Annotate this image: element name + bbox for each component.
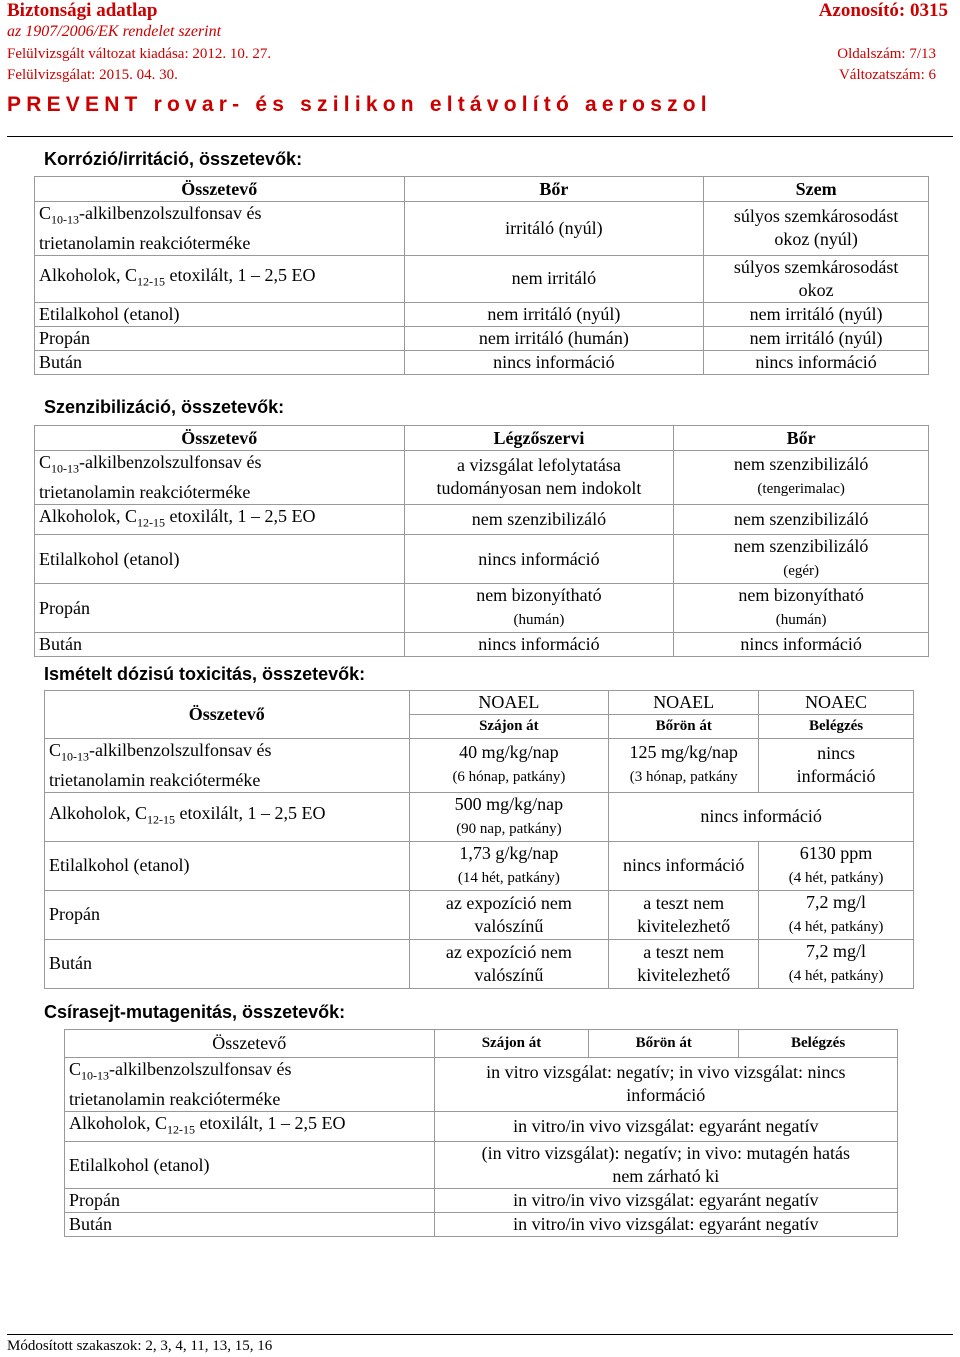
component-cell: $C_{10-13}$-alkilbenzolszulfonsav és trietanolamin reakcióterméke [35, 202, 405, 256]
corrosion-section-title: Korrózió/irritáció, összetevők: [44, 149, 303, 169]
component-cell: Alkoholok, $C_{12-15}$ etoxilált, 1 – 2,5 EO [35, 255, 405, 302]
col-subheader-oral: Szájon át [409, 715, 609, 739]
component-cell: Propán [35, 326, 405, 350]
repeated-dose-table [44, 690, 914, 989]
col-header-skin: Bőr [404, 177, 704, 202]
table-row [35, 326, 929, 350]
table-row [35, 504, 929, 535]
modified-sections-note: Módosított szakaszok: 2, 3, 4, 11, 13, 15, 16 [7, 1338, 273, 1354]
footer-divider [7, 1334, 953, 1335]
col-header-noaec: NOAEC [759, 691, 914, 715]
respiratory-cell: nincs információ [404, 535, 674, 584]
col-header-inhalation: Belégzés [739, 1030, 898, 1058]
table-row [45, 841, 914, 890]
component-cell: Propán [35, 584, 405, 633]
inhalation-cell: 7,2 mg/l (4 hét, patkány) [759, 890, 914, 939]
eye-cell: nem irritáló (nyúl) [704, 302, 929, 326]
skin-cell: nem irritáló (humán) [404, 326, 704, 350]
result-cell: in vitro/in vivo vizsgálat: egyaránt negatív [434, 1111, 897, 1142]
table-row [65, 1058, 898, 1112]
col-header-component: Összetevő [65, 1030, 435, 1058]
component-cell: Propán [45, 890, 410, 939]
eye-cell: nem irritáló (nyúl) [704, 326, 929, 350]
inhalation-cell: 7,2 mg/l (4 hét, patkány) [759, 939, 914, 988]
component-cell: Etilalkohol (etanol) [35, 302, 405, 326]
component-cell: $C_{10-13}$-alkilbenzolszulfonsav és trietanolamin reakcióterméke [35, 451, 405, 505]
table-row [65, 1189, 898, 1213]
skin-cell: nincs információ [674, 633, 929, 657]
oral-cell: az expozíció nem valószínű [409, 890, 609, 939]
dermal-cell: nincs információ [609, 841, 759, 890]
table-row [35, 255, 929, 302]
header-divider [7, 136, 953, 137]
component-cell: Etilalkohol (etanol) [35, 535, 405, 584]
component-cell: Alkoholok, $C_{12-15}$ etoxilált, 1 – 2,5 EO [45, 792, 410, 841]
table-row [35, 202, 929, 256]
oral-cell: 1,73 g/kg/nap (14 hét, patkány) [409, 841, 609, 890]
table-row [35, 633, 929, 657]
component-cell: Alkoholok, $C_{12-15}$ etoxilált, 1 – 2,5 EO [35, 504, 405, 535]
sensitization-section-title: Szenzibilizáció, összetevők: [44, 397, 285, 417]
result-cell: (in vitro vizsgálat): negatív; in vivo: mutagén hatás nem zárható ki [434, 1142, 897, 1189]
component-cell: Propán [65, 1189, 435, 1213]
col-header-component: Összetevő [35, 426, 405, 451]
table-row [65, 1213, 898, 1237]
skin-cell: nincs információ [404, 350, 704, 374]
document-type-title: Biztonsági adatlap [7, 0, 158, 21]
col-header-noael-oral: NOAEL [409, 691, 609, 715]
col-header-respiratory: Légzőszervi [404, 426, 674, 451]
corrosion-table [34, 176, 929, 375]
eye-cell: súlyos szemkárosodást okoz [704, 255, 929, 302]
repeated-dose-section-title: Ismételt dózisú toxicitás, összetevők: [44, 664, 366, 684]
col-header-dermal: Bőrön át [589, 1030, 739, 1058]
component-cell: Bután [45, 939, 410, 988]
col-header-component: Összetevő [35, 177, 405, 202]
table-row [35, 302, 929, 326]
dermal-inhalation-cell: nincs információ [609, 792, 914, 841]
skin-cell: nem szenzibilizáló (tengerimalac) [674, 451, 929, 505]
skin-cell: nem irritáló (nyúl) [404, 302, 704, 326]
table-row [65, 1111, 898, 1142]
component-cell: $C_{10-13}$-alkilbenzolszulfonsav és trietanolamin reakcióterméke [45, 739, 410, 793]
sensitization-table [34, 425, 929, 657]
issue-date: Felülvizsgált változat kiadása: 2012. 10. 27. [7, 46, 272, 62]
respiratory-cell: nem szenzibilizáló [404, 504, 674, 535]
component-cell: $C_{10-13}$-alkilbenzolszulfonsav és trietanolamin reakcióterméke [65, 1058, 435, 1112]
component-cell: Bután [65, 1213, 435, 1237]
oral-cell: 500 mg/kg/nap (90 nap, patkány) [409, 792, 609, 841]
oral-cell: 40 mg/kg/nap (6 hónap, patkány) [409, 739, 609, 793]
table-row [45, 939, 914, 988]
product-name: PREVENT rovar- és szilikon eltávolító aeroszol [7, 93, 712, 116]
col-header-component: Összetevő [45, 691, 410, 739]
page-number: Oldalszám: 7/13 [837, 46, 936, 62]
document-id: Azonosító: 0315 [818, 0, 948, 21]
germcell-table [64, 1029, 898, 1237]
component-cell: Etilalkohol (etanol) [45, 841, 410, 890]
col-header-noael-dermal: NOAEL [609, 691, 759, 715]
dermal-cell: 125 mg/kg/nap (3 hónap, patkány [609, 739, 759, 793]
inhalation-cell: 6130 ppm (4 hét, patkány) [759, 841, 914, 890]
col-header-eye: Szem [704, 177, 929, 202]
result-cell: in vitro/in vivo vizsgálat: egyaránt negatív [434, 1213, 897, 1237]
respiratory-cell: nem bizonyítható (humán) [404, 584, 674, 633]
dermal-cell: a teszt nem kivitelezhető [609, 890, 759, 939]
eye-cell: nincs információ [704, 350, 929, 374]
respiratory-cell: nincs információ [404, 633, 674, 657]
oral-cell: az expozíció nem valószínű [409, 939, 609, 988]
result-cell: in vitro/in vivo vizsgálat: egyaránt negatív [434, 1189, 897, 1213]
table-row [35, 584, 929, 633]
col-subheader-inhalation: Belégzés [759, 715, 914, 739]
component-cell: Bután [35, 633, 405, 657]
col-header-oral: Szájon át [434, 1030, 589, 1058]
table-row [45, 739, 914, 793]
inhalation-cell: nincs információ [759, 739, 914, 793]
version-number: Változatszám: 6 [838, 67, 936, 83]
germcell-section-title: Csírasejt-mutagenitás, összetevők: [44, 1002, 346, 1022]
table-row [45, 890, 914, 939]
component-cell: Alkoholok, $C_{12-15}$ etoxilált, 1 – 2,5 EO [65, 1111, 435, 1142]
eye-cell: súlyos szemkárosodást okoz (nyúl) [704, 202, 929, 256]
table-row [45, 792, 914, 841]
component-cell: Etilalkohol (etanol) [65, 1142, 435, 1189]
table-row [35, 451, 929, 505]
dermal-cell: a teszt nem kivitelezhető [609, 939, 759, 988]
regulation-reference: az 1907/2006/EK rendelet szerint [7, 23, 222, 40]
skin-cell: nem bizonyítható (humán) [674, 584, 929, 633]
skin-cell: nem irritáló [404, 255, 704, 302]
skin-cell: irritáló (nyúl) [404, 202, 704, 256]
component-cell: Bután [35, 350, 405, 374]
result-cell: in vitro vizsgálat: negatív; in vivo vizsgálat: nincs információ [434, 1058, 897, 1112]
col-subheader-dermal: Bőrön át [609, 715, 759, 739]
respiratory-cell: a vizsgálat lefolytatása tudományosan nem indokolt [404, 451, 674, 505]
skin-cell: nem szenzibilizáló [674, 504, 929, 535]
table-row [35, 535, 929, 584]
col-header-skin: Bőr [674, 426, 929, 451]
table-row [65, 1142, 898, 1189]
review-date: Felülvizsgálat: 2015. 04. 30. [7, 67, 178, 83]
skin-cell: nem szenzibilizáló (egér) [674, 535, 929, 584]
table-row [35, 350, 929, 374]
